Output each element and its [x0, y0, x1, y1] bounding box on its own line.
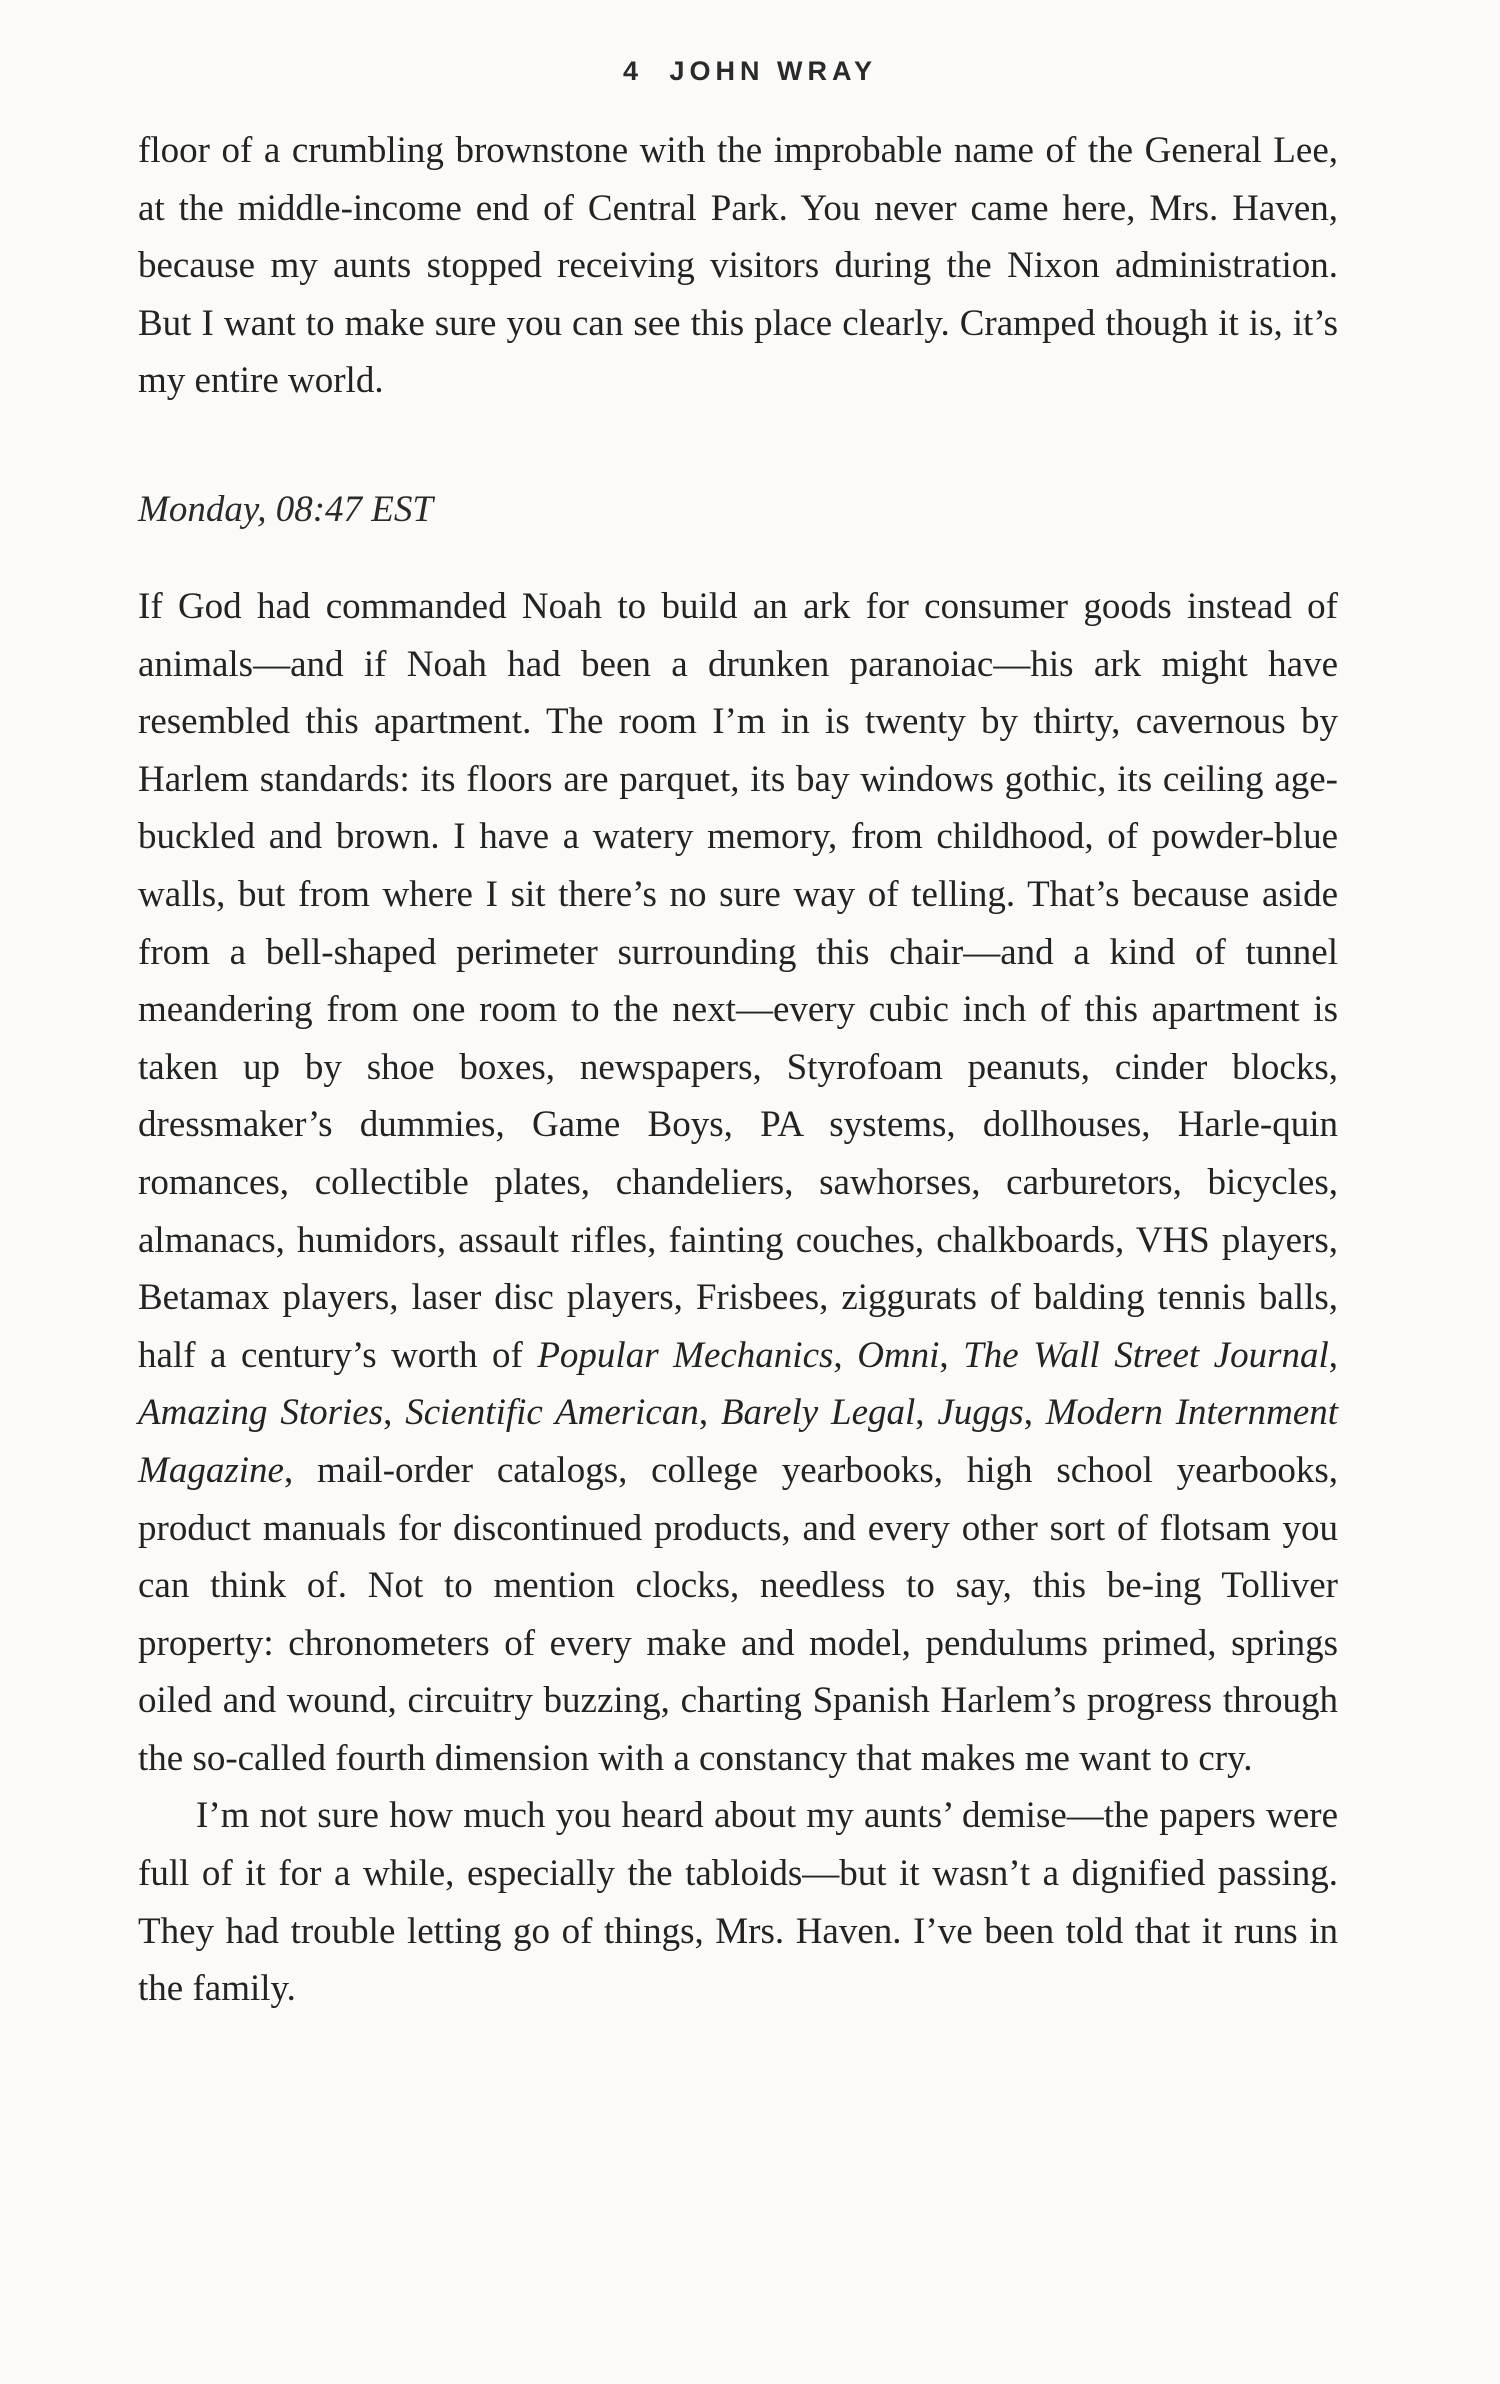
magazine-title: The Wall Street Journal — [963, 1334, 1329, 1376]
section-heading: Monday, 08:47 EST — [138, 489, 433, 530]
magazine-title: Omni — [857, 1334, 940, 1376]
separator: , — [698, 1392, 721, 1434]
opening-paragraph: floor of a crumbling brownstone with the improbable name of the General Lee, at the middle-income end of Central Park. You never came here, Mrs. Haven, because my aunts stopped receiving visitors during the Nixon administration. But I want to make sure you can see this place clearly. Cramped though it is, it’s my entire world. — [138, 130, 1338, 402]
paragraph-1-part-2: , mail-order catalogs, college yearbooks, high school yearbooks, product manuals for discontinued products, and every other sort of flotsam you can think of. Not to mention clocks, needless to say, this be-ing Tolliver property: chronometers of every make and model, pendulums primed, springs oiled and wound, circuitry buzzing, charting Spanish Harlem’s progress through the so-called fourth dimension with a constancy that makes me want to cry. — [138, 1449, 1338, 1779]
magazine-title: Amazing Stories — [138, 1392, 384, 1434]
separator: , — [915, 1392, 938, 1434]
separator: , — [1023, 1392, 1046, 1434]
author-name: JOHN WRAY — [669, 56, 878, 86]
separator: , — [1328, 1334, 1339, 1376]
paragraph-1 — [138, 578, 1338, 1787]
magazine-title: Barely Legal — [720, 1392, 916, 1434]
separator: , — [383, 1392, 406, 1434]
magazine-title: Scientific American — [405, 1392, 699, 1434]
magazine-title: Popular Mechanics — [537, 1334, 834, 1376]
running-head — [0, 56, 1500, 87]
page-number: 4 — [622, 56, 643, 86]
separator: , — [939, 1334, 964, 1376]
magazine-title: Modern Internment Magazine — [138, 1392, 1339, 1491]
separator: , — [833, 1334, 858, 1376]
main-text-block — [138, 578, 1338, 2018]
paragraph-2: I’m not sure how much you heard about my aunts’ demise—the papers were full of it for a while, especially the tabloids—but it wasn’t a dignified passing. They had trouble letting go of things, Mrs. Haven. I’ve been told that it runs in the family. — [138, 1795, 1338, 2010]
magazine-title: Juggs — [937, 1392, 1024, 1434]
opening-text-block — [138, 122, 1338, 410]
paragraph-1-part-1: If God had commanded Noah to build an ark for consumer goods instead of animals—and if Noah had been a drunken paranoiac—his ark might have resembled this apartment. The room I’m in is twenty by thirty, cavernous by Harlem standards: its floors are parquet, its bay windows gothic, its ceiling age-buckled and brown. I have a watery memory, from childhood, of powder-blue walls, but from where I sit there’s no sure way of telling. That’s because aside from a bell-shaped perimeter surrounding this chair—and a kind of tunnel meandering from one room to the next—every cubic inch of this apartment is taken up by shoe boxes, newspapers, Styrofoam peanuts, cinder blocks, dressmaker’s dummies, Game Boys, PA systems, dollhouses, Harle-quin romances, collectible plates, chandeliers, sawhorses, carburetors, bicycles, almanacs, humidors, assault rifles, fainting couches, chalkboards, VHS players, Betamax players, laser disc players, Frisbees, ziggurats of balding tennis balls, half a century’s worth of — [138, 586, 1338, 1376]
